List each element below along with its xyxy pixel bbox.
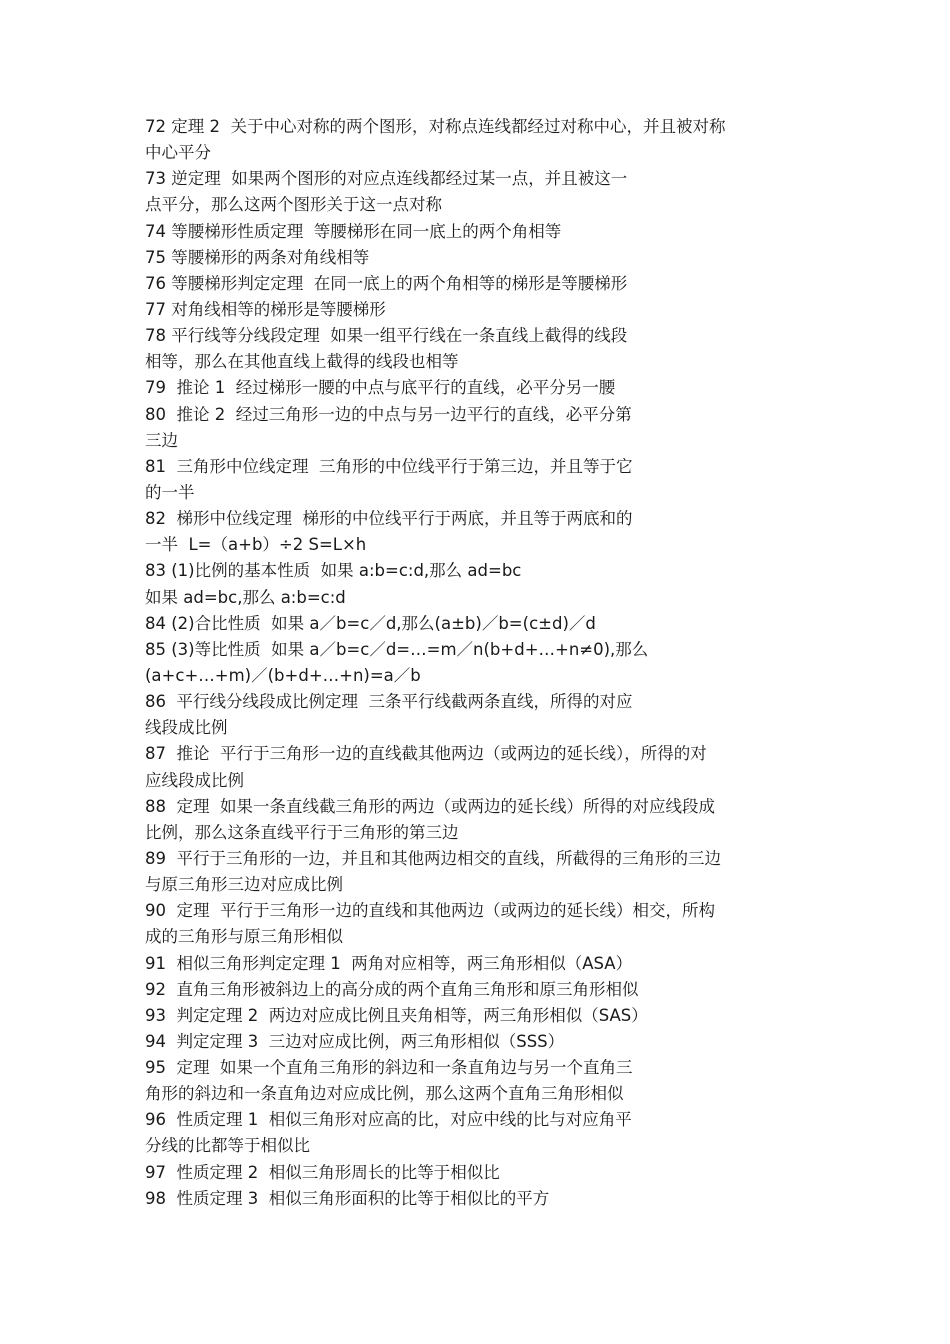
text-line: 78 平行线等分线段定理 如果一组平行线在一条直线上截得的线段 bbox=[145, 326, 628, 346]
text-line: 73 逆定理 如果两个图形的对应点连线都经过某一点，并且被这一 bbox=[145, 169, 628, 189]
text-line: 83 (1)比例的基本性质 如果 a:b=c:d,那么 ad=bc bbox=[145, 561, 522, 581]
text-line: 79 推论 1 经过梯形一腰的中点与底平行的直线，必平分另一腰 bbox=[145, 378, 616, 398]
text-line: 88 定理 如果一条直线截三角形的两边（或两边的延长线）所得的对应线段成 bbox=[145, 796, 715, 816]
text-line: 中心平分 bbox=[145, 143, 211, 163]
text-line: 86 平行线分线段成比例定理 三条平行线截两条直线，所得的对应 bbox=[145, 692, 633, 712]
text-line: 82 梯形中位线定理 梯形的中位线平行于两底，并且等于两底和的 bbox=[145, 509, 633, 529]
text-line: 89 平行于三角形的一边，并且和其他两边相交的直线，所截得的三角形的三边 bbox=[145, 848, 721, 868]
text-line: 96 性质定理 1 相似三角形对应高的比，对应中线的比与对应角平 bbox=[145, 1110, 632, 1130]
text-line: 98 性质定理 3 相似三角形面积的比等于相似比的平方 bbox=[145, 1188, 550, 1208]
text-line: 成的三角形与原三角形相似 bbox=[145, 927, 343, 947]
text-line: 如果 ad=bc,那么 a:b=c:d bbox=[145, 587, 346, 607]
text-line: 比例，那么这条直线平行于三角形的第三边 bbox=[145, 822, 459, 842]
text-line: 92 直角三角形被斜边上的高分成的两个直角三角形和原三角形相似 bbox=[145, 979, 639, 999]
text-line: 三边 bbox=[145, 430, 178, 450]
text-line: 角形的斜边和一条直角边对应成比例，那么这两个直角三角形相似 bbox=[145, 1084, 624, 1104]
text-line: 85 (3)等比性质 如果 a／b=c／d=…=m／n(b+d+…+n≠0),那么 bbox=[145, 639, 649, 659]
text-line: 一半 L=（a+b）÷2 S=L×h bbox=[145, 535, 367, 555]
document-body bbox=[145, 114, 825, 1212]
text-line: 80 推论 2 经过三角形一边的中点与另一边平行的直线，必平分第 bbox=[145, 404, 632, 424]
text-line: 72 定理 2 关于中心对称的两个图形，对称点连线都经过对称中心，并且被对称 bbox=[145, 117, 726, 136]
text-line: 91 相似三角形判定定理 1 两角对应相等，两三角形相似（ASA） bbox=[145, 953, 633, 973]
text-line: 的一半 bbox=[145, 482, 195, 502]
text-line: (a+c+…+m)／(b+d+…+n)=a／b bbox=[145, 665, 421, 685]
text-line: 76 等腰梯形判定定理 在同一底上的两个角相等的梯形是等腰梯形 bbox=[145, 273, 628, 293]
text-line: 81 三角形中位线定理 三角形的中位线平行于第三边，并且等于它 bbox=[145, 456, 633, 476]
text-line: 95 定理 如果一个直角三角形的斜边和一条直角边与另一个直角三 bbox=[145, 1058, 633, 1078]
text-line: 77 对角线相等的梯形是等腰梯形 bbox=[145, 299, 386, 319]
text-line: 与原三角形三边对应成比例 bbox=[145, 875, 343, 895]
text-line: 75 等腰梯形的两条对角线相等 bbox=[145, 247, 370, 267]
text-line: 87 推论 平行于三角形一边的直线截其他两边（或两边的延长线），所得的对 bbox=[145, 744, 707, 764]
text-line: 90 定理 平行于三角形一边的直线和其他两边（或两边的延长线）相交，所构 bbox=[145, 901, 715, 921]
text-line: 94 判定定理 3 三边对应成比例，两三角形相似（SSS） bbox=[145, 1031, 565, 1051]
text-line: 点平分，那么这两个图形关于这一点对称 bbox=[145, 195, 442, 215]
text-line: 线段成比例 bbox=[145, 718, 228, 738]
text-line: 93 判定定理 2 两边对应成比例且夹角相等，两三角形相似（SAS） bbox=[145, 1005, 648, 1025]
text-line: 74 等腰梯形性质定理 等腰梯形在同一底上的两个角相等 bbox=[145, 221, 562, 241]
text-line: 84 (2)合比性质 如果 a／b=c／d,那么(a±b)／b=(c±d)／d bbox=[145, 613, 596, 633]
text-line: 应线段成比例 bbox=[145, 770, 244, 790]
text-line: 分线的比都等于相似比 bbox=[145, 1136, 310, 1156]
text-line: 97 性质定理 2 相似三角形周长的比等于相似比 bbox=[145, 1162, 500, 1182]
text-line: 相等，那么在其他直线上截得的线段也相等 bbox=[145, 352, 459, 372]
